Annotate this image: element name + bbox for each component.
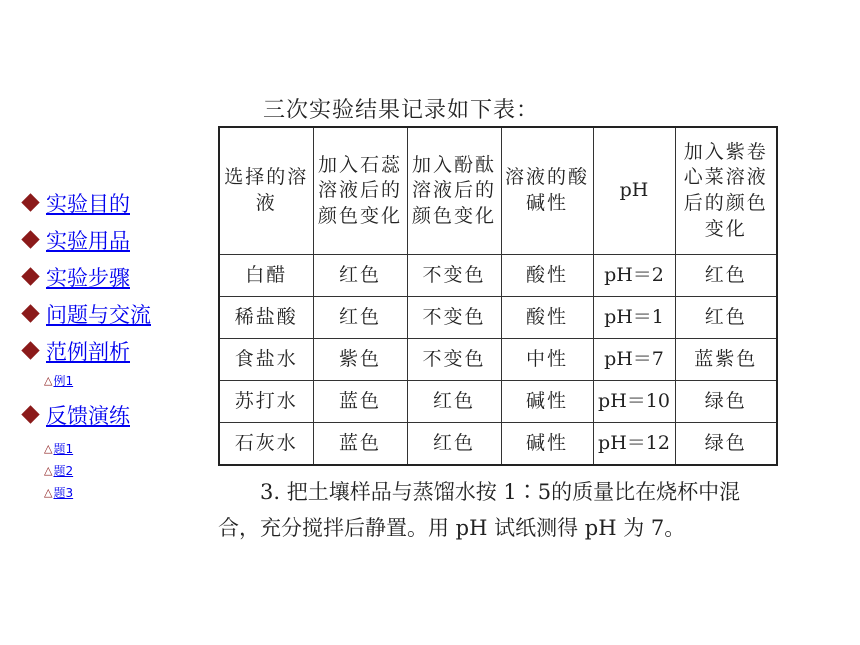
table-cell: 绿色 [675,381,777,423]
nav-item-experiment-supplies[interactable] [20,221,210,258]
table-cell: 紫色 [313,339,407,381]
table-cell: 稀盐酸 [219,297,313,339]
nav-link-feedback-practice[interactable]: 反馈演练 [46,403,130,428]
nav-item-questions[interactable] [20,295,210,332]
header-cell: 溶液的酸碱性 [501,127,593,255]
nav-link-experiment-steps[interactable]: 实验步骤 [46,265,130,290]
results-table [218,126,778,466]
nav-sublink-example-1[interactable]: 例1 [53,373,74,388]
table-cell: 绿色 [675,423,777,466]
table-cell: 红色 [313,255,407,297]
table-row [219,339,777,381]
table-row [219,381,777,423]
step-3-paragraph [218,474,784,546]
table-cell: 红色 [675,297,777,339]
table-header-row [219,127,777,255]
diamond-bullet-icon [21,405,39,423]
nav-item-experiment-steps[interactable] [20,258,210,295]
diamond-bullet-icon [21,230,39,248]
diamond-bullet-icon [21,304,39,322]
header-cell: 加入酚酞溶液后的颜色变化 [407,127,501,255]
table-row [219,255,777,297]
table-cell: 不变色 [407,255,501,297]
triangle-bullet-icon: △ [44,373,53,387]
table-cell: 碱性 [501,381,593,423]
nav-subitem-example-1[interactable] [20,369,210,391]
header-cell: 加入石蕊溶液后的颜色变化 [313,127,407,255]
table-cell: 不变色 [407,339,501,381]
paragraph-line: 3. 把土壤样品与蒸馏水按 1∶5的质量比在烧杯中混 [260,480,741,504]
nav-subitem-question-2[interactable] [20,459,210,481]
table-cell: 碱性 [501,423,593,466]
triangle-bullet-icon: △ [44,441,53,455]
triangle-bullet-icon: △ [44,485,53,499]
table-cell: 红色 [407,381,501,423]
table-cell: 苏打水 [219,381,313,423]
table-cell: 蓝紫色 [675,339,777,381]
nav-link-experiment-purpose[interactable]: 实验目的 [46,191,130,216]
table-cell: pH＝12 [593,423,675,466]
table-cell: pH＝2 [593,255,675,297]
header-cell: 加入紫卷心菜溶液后的颜色变化 [675,127,777,255]
nav-subitem-question-3[interactable] [20,481,210,503]
left-nav [20,184,210,503]
paragraph-line: 合，充分搅拌后静置。用 pH 试纸测得 pH 为 7。 [218,516,686,540]
nav-link-example-analysis[interactable]: 范例剖析 [46,339,130,364]
nav-sublink-question-2[interactable]: 题2 [53,463,74,478]
table-cell: 酸性 [501,297,593,339]
table-cell: pH＝7 [593,339,675,381]
nav-link-questions[interactable]: 问题与交流 [46,302,151,327]
table-cell: 红色 [675,255,777,297]
table-cell: pH＝10 [593,381,675,423]
nav-subitem-question-1[interactable] [20,437,210,459]
table-cell: pH＝1 [593,297,675,339]
table-cell: 食盐水 [219,339,313,381]
diamond-bullet-icon [21,267,39,285]
table-cell: 石灰水 [219,423,313,466]
table-cell: 蓝色 [313,381,407,423]
table-cell: 中性 [501,339,593,381]
diamond-bullet-icon [21,193,39,211]
nav-sublink-question-1[interactable]: 题1 [53,441,74,456]
table-row [219,423,777,466]
table-cell: 酸性 [501,255,593,297]
table-cell: 蓝色 [313,423,407,466]
table-cell: 红色 [407,423,501,466]
nav-item-feedback-practice[interactable] [20,396,210,433]
table-caption: 三次实验结果记录如下表： [263,98,540,123]
table-cell: 白醋 [219,255,313,297]
nav-sublink-question-3[interactable]: 题3 [53,485,74,500]
table-row [219,297,777,339]
header-cell: pH [593,127,675,255]
nav-item-experiment-purpose[interactable] [20,184,210,221]
nav-link-experiment-supplies[interactable]: 实验用品 [46,228,130,253]
header-cell: 选择的溶液 [219,127,313,255]
table-cell: 不变色 [407,297,501,339]
diamond-bullet-icon [21,341,39,359]
nav-item-example-analysis[interactable] [20,332,210,369]
triangle-bullet-icon: △ [44,463,53,477]
table-cell: 红色 [313,297,407,339]
